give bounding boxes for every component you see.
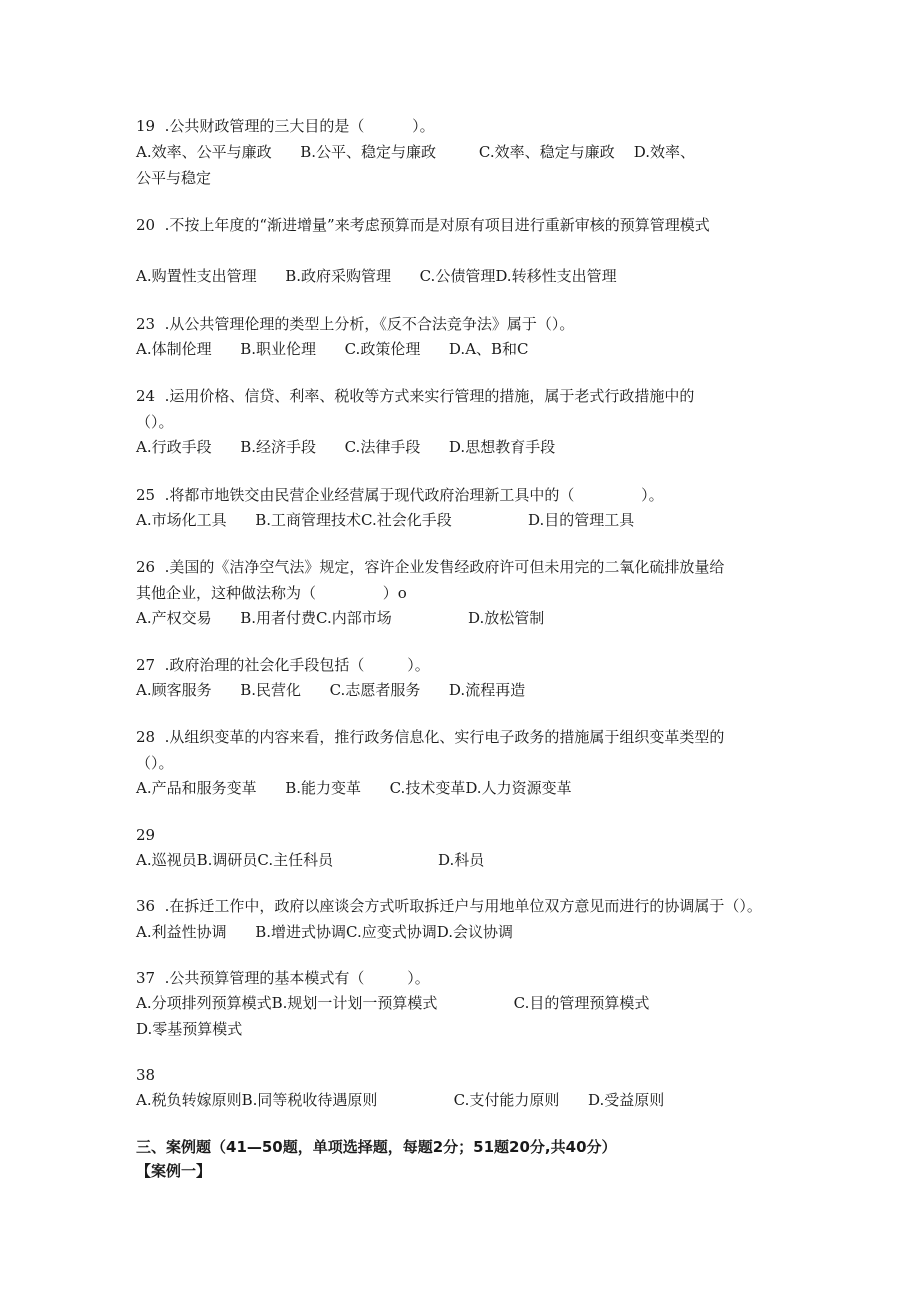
answer-options: A.效率、公平与廉政 B.公平、稳定与廉政 C.效率、稳定与廉政 D.效率、 (136, 143, 695, 161)
answer-options-cont: 公平与稳定 (136, 169, 212, 187)
question-text-cont: 其他企业，这种做法称为（ ）o (136, 584, 407, 602)
question-text-cont: （）。 (136, 413, 174, 431)
answer-options: A.产品和服务变革 B.能力变革 C.技术变革D.人力资源变革 (136, 779, 572, 797)
answer-options: A.顾客服务 B.民营化 C.志愿者服务 D.流程再造 (136, 681, 526, 699)
question-text: 20 .不按上年度的“渐进增量”来考虑预算而是对原有项目进行重新审核的预算管理模式 (136, 216, 710, 234)
question-text: 25 .将都市地铁交由民营企业经营属于现代政府治理新工具中的（ ）。 (136, 486, 664, 504)
answer-options: A.体制伦理 B.职业伦理 C.政策伦理 D.A、B和C (136, 340, 529, 358)
question-number: 29 (136, 826, 156, 844)
answer-options: A.产权交易 B.用者付费C.内部市场 D.放松管制 (136, 609, 545, 627)
question-text-cont: （）。 (136, 754, 174, 772)
question-text: 28 .从组织变革的内容来看，推行政务信息化、实行电子政务的措施属于组织变革类型的 (136, 728, 725, 746)
answer-options-cont: D.零基预算模式 (136, 1020, 243, 1038)
section-heading: 三、案例题（41—50题，单项选择题，每题2分；51题20分,共40分） (136, 1138, 617, 1156)
answer-options: A.分项排列预算模式B.规划一计划一预算模式 C.目的管理预算模式 (136, 994, 650, 1012)
question-text: 26 .美国的《洁净空气法》规定，容许企业发售经政府许可但未用完的二氧化硫排放量给 (136, 558, 725, 576)
answer-options: A.巡视员B.调研员C.主任科员 D.科员 (136, 851, 485, 869)
question-text: 19 .公共财政管理的三大目的是（ ）。 (136, 117, 435, 135)
question-text: 24 .运用价格、信贷、利率、税收等方式来实行管理的措施，属于老式行政措施中的 (136, 387, 695, 405)
case-label: 【案例一】 (136, 1162, 212, 1180)
question-text: 36 .在拆迁工作中，政府以座谈会方式听取拆迁户与用地单位双方意见而进行的协调属于（）。 (136, 897, 762, 915)
question-text: 27 .政府治理的社会化手段包括（ ）。 (136, 656, 430, 674)
answer-options: A.市场化工具 B.工商管理技术C.社会化手段 D.目的管理工具 (136, 511, 635, 529)
question-text: 23 .从公共管理伦理的类型上分析，《反不合法竞争法》属于（）。 (136, 315, 575, 333)
question-number: 38 (136, 1066, 156, 1084)
answer-options: A.税负转嫁原则B.同等税收待遇原则 C.支付能力原则 D.受益原则 (136, 1091, 665, 1109)
question-text: 37 .公共预算管理的基本模式有（ ）。 (136, 969, 430, 987)
answer-options: A.行政手段 B.经济手段 C.法律手段 D.思想教育手段 (136, 438, 556, 456)
answer-options: A.利益性协调 B.增进式协调C.应变式协调D.会议协调 (136, 923, 513, 941)
answer-options: A.购置性支出管理 B.政府采购管理 C.公债管理D.转移性支出管理 (136, 267, 617, 285)
